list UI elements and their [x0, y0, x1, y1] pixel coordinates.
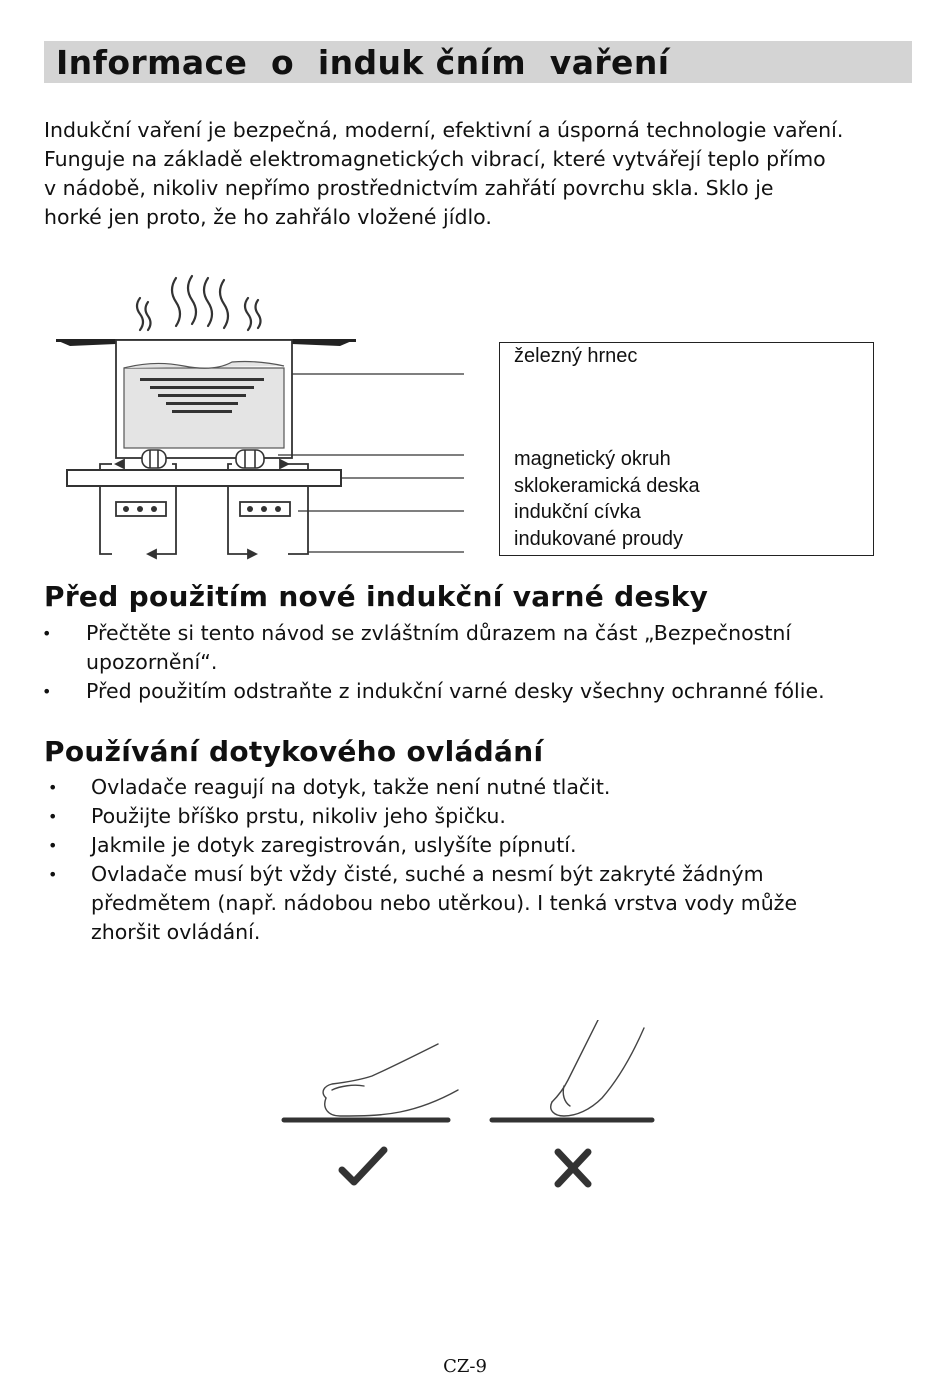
list-item-line: předmětem (např. nádobou nebo utěrkou). I tenká vrstva vody může	[91, 891, 798, 915]
list-item	[44, 860, 924, 947]
finger-tip-icon	[551, 1020, 644, 1116]
list-item-line: Ovladače musí být vždy čisté, suché a nesmí být zakryté žádným	[91, 862, 764, 886]
hob-icon	[67, 460, 341, 558]
induction-diagram	[52, 270, 472, 562]
list-item-line: zhoršit ovládání.	[91, 920, 261, 944]
steam-icon	[137, 276, 261, 330]
page-number: CZ-9	[443, 1356, 487, 1377]
list-item-line: Ovladače reagují na dotyk, takže není nutné tlačit.	[91, 775, 611, 799]
bullet: •	[42, 624, 52, 643]
finger-pad-icon	[323, 1044, 458, 1116]
pan-icon	[56, 339, 356, 458]
checkmark-icon	[342, 1150, 384, 1182]
list-item-line: Jakmile je dotyk zaregistrován, uslyšíte pípnutí.	[91, 833, 577, 857]
bullet: •	[42, 682, 52, 701]
section-heading-touch-controls: Používání dotykového ovládání	[44, 735, 544, 768]
legend-label-glass-plate: sklokeramická deska	[514, 475, 700, 497]
list-item	[44, 831, 924, 860]
page-title: Informace o induk čním vaření	[56, 43, 670, 82]
intro-paragraph	[44, 116, 924, 232]
leader-lines	[278, 374, 464, 552]
bullet: •	[48, 778, 58, 797]
list-item	[44, 619, 924, 677]
list-item-line: Přečtěte si tento návod se zvláštním důrazem na část „Bezpečnostní	[86, 621, 792, 645]
legend-label-pot: železný hrnec	[514, 345, 638, 367]
touch-illustration	[280, 1020, 660, 1200]
bullet: •	[48, 836, 58, 855]
intro-line: v nádobě, nikoliv nepřímo prostřednictvím zahřátí povrchu skla. Sklo je	[44, 176, 774, 200]
intro-line: Indukční vaření je bezpečná, moderní, efektivní a úsporná technologie vaření.	[44, 118, 844, 142]
intro-line: horké jen proto, že ho zahřálo vložené jídlo.	[44, 205, 492, 229]
bullet: •	[48, 865, 58, 884]
legend-label-magnetic-circuit: magnetický okruh	[514, 448, 671, 470]
before-use-list	[44, 619, 924, 706]
section-heading-before-use: Před použitím nové indukční varné desky	[44, 580, 709, 613]
list-item-line: upozornění“.	[86, 650, 218, 674]
list-item	[44, 677, 924, 706]
bullet: •	[48, 807, 58, 826]
cross-icon	[558, 1152, 588, 1184]
diagram-legend	[499, 342, 874, 556]
list-item	[44, 773, 924, 802]
legend-label-coil: indukční cívka	[514, 501, 641, 523]
touch-controls-list	[44, 773, 924, 947]
intro-line: Funguje na základě elektromagnetických vibrací, které vytvářejí teplo přímo	[44, 147, 826, 171]
list-item	[44, 802, 924, 831]
list-item-line: Použijte bříško prstu, nikoliv jeho špičku.	[91, 804, 506, 828]
list-item-line: Před použitím odstraňte z indukční varné desky všechny ochranné fólie.	[86, 679, 825, 703]
legend-label-currents: indukované proudy	[514, 528, 684, 550]
